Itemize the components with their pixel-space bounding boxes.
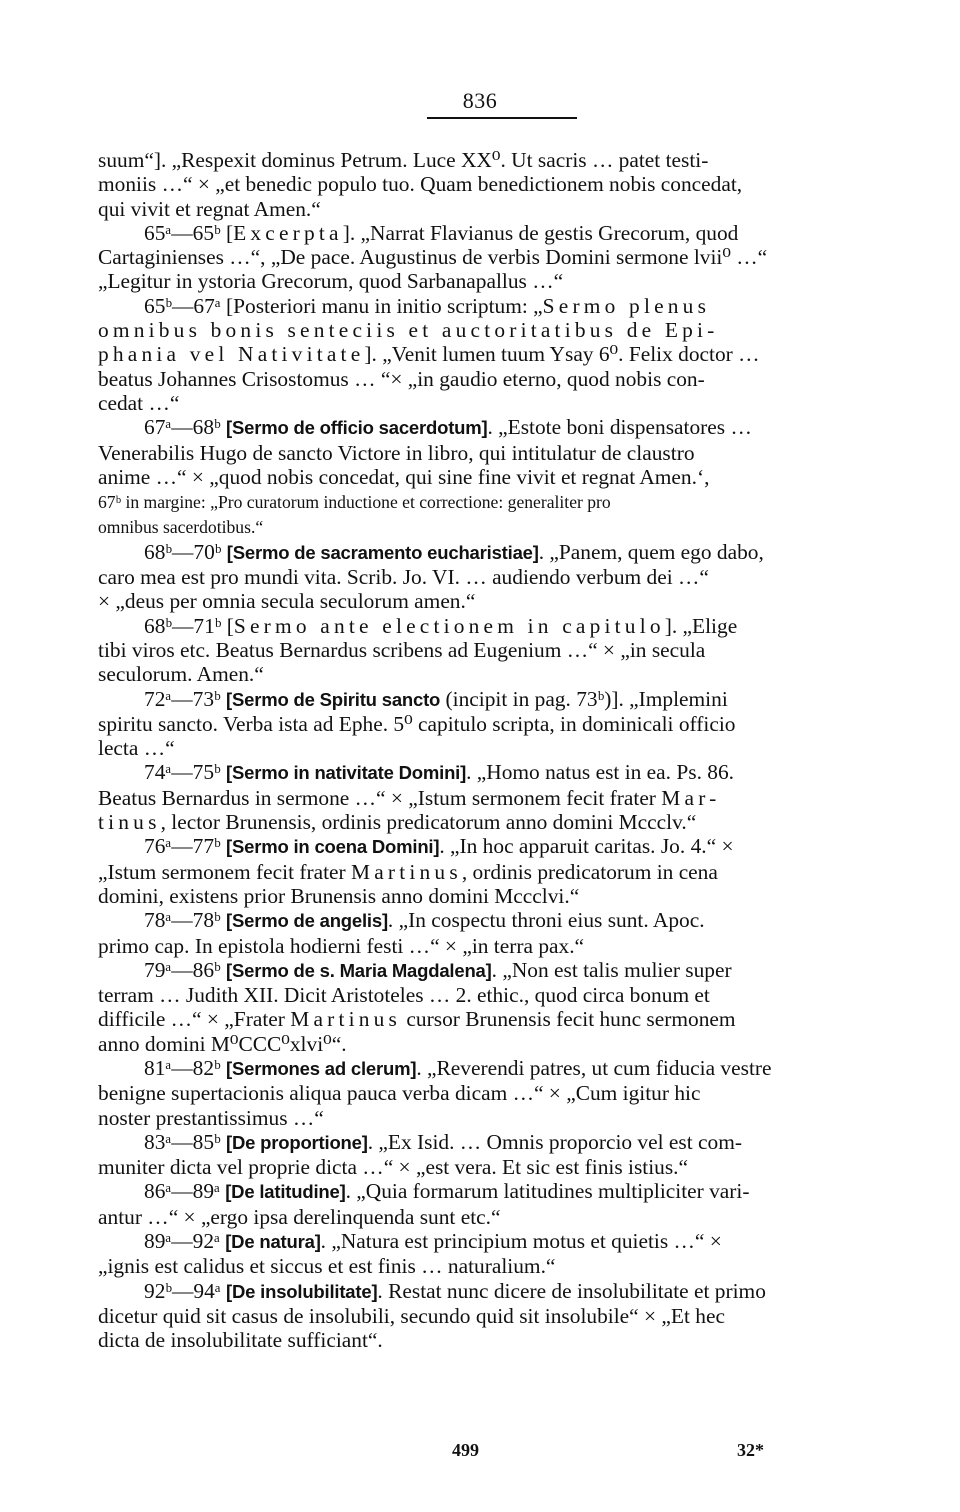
text-line: beatus Johannes Crisostomus … “× „in gaudio eterno, quod nobis con-: [98, 366, 705, 391]
spaced-name: Martinus: [351, 859, 462, 884]
text-line: ]. „Elige: [664, 613, 738, 638]
catalog-text: [98, 148, 873, 1353]
text-line: anno domini M⁰CCC⁰xlvi⁰“.: [98, 1031, 347, 1056]
entry-proportione: [98, 1130, 873, 1180]
text-line: spiritu sancto. Verba ista ad Ephe. 5⁰ capitulo scripta, in dominicali officio: [98, 711, 736, 736]
spaced-name: tinus: [98, 810, 161, 835]
text-line: muniter dicta vel proprie dicta …“ × „est vera. Et sic est finis istius.“: [98, 1155, 689, 1180]
text-line: benigne supertacionis aliqua pauca verba dicam …“ × „Cum igitur hic: [98, 1081, 701, 1106]
entry-title: [De latitudine]: [225, 1181, 346, 1203]
spaced-title: Sermo ante electionem in capitulo: [233, 613, 665, 638]
folio-ref: 65ᵃ—65ᵇ [: [144, 220, 234, 245]
folio-ref: 92ᵇ—94ᵃ: [144, 1278, 226, 1303]
text-line: , ordinis predicatorum in cena: [461, 859, 718, 884]
entry-title: [Sermo in coena Domini]: [226, 836, 440, 858]
entry-title: [Sermo de s. Maria Magdalena]: [226, 959, 492, 981]
text-line: ]. „Narrat Flavianus de gestis Grecorum, quod: [342, 220, 739, 245]
spaced-title: Excerpta: [233, 220, 343, 245]
folio-ref: 78ᵃ—78ᵇ: [144, 908, 226, 933]
text-line: moniis …“ × „et benedic populo tuo. Quam benedictionem nobis concedat,: [98, 172, 743, 197]
text-line: caro mea est pro mundi vita. Scrib. Jo. VI. … audiendo verbum dei …“: [98, 565, 709, 590]
folio-ref: 72ᵃ—73ᵇ: [144, 686, 226, 711]
text-line: cedat …“: [98, 390, 180, 415]
entry-title: [Sermo de angelis]: [226, 910, 388, 932]
text-line: anime …“ × „quod nobis concedat, qui sine fine vivit et regnat Amen.‘,: [98, 464, 710, 489]
entry-insolubilitate: [98, 1279, 873, 1353]
text-line: primo cap. In epistola hodierni festi …“ × „in terra pax.“: [98, 933, 585, 958]
text-line: domini, existens prior Brunensis anno domini Mccclvi.“: [98, 883, 580, 908]
entry-excerpta: [98, 221, 873, 294]
entry-title: [De natura]: [225, 1231, 321, 1253]
entry-eucharistiae: [98, 540, 873, 614]
folio-ref: 65ᵇ—67ᵃ [Posteriori manu in initio scriptum: „: [144, 293, 543, 318]
margin-note: omnibus sacerdotibus.“: [98, 517, 264, 538]
entry-angelis: [98, 908, 873, 958]
entry-ad-clerum: [98, 1056, 873, 1130]
text-line: seculorum. Amen.“: [98, 662, 264, 687]
text-line: . „Reverendi patres, ut cum fiducia vestre: [416, 1055, 772, 1080]
text-line: qui vivit et regnat Amen.“: [98, 196, 321, 221]
text-line: noster prestantissimus …“: [98, 1105, 324, 1130]
text-line: . „Panem, quem ego dabo,: [538, 539, 764, 564]
spaced-title: phania vel Nativitate: [98, 342, 365, 367]
entry-title: [Sermo in nativitate Domini]: [226, 762, 467, 784]
text-line: ]. „Venit lumen tuum Ysay 6⁰. Felix doctor …: [364, 342, 760, 367]
text-line: Venerabilis Hugo de sancto Victore in libro, qui intitulatur de claustro: [98, 440, 695, 465]
sheet-number: 499: [452, 1440, 479, 1460]
text-line: terram … Judith XII. Dicit Aristoteles … 2. ethic., quod circa bonum et: [98, 983, 710, 1008]
entry-spiritu-sancto: [98, 687, 873, 761]
entry-title: [Sermo de sacramento eucharistiae]: [226, 541, 539, 563]
text-line: lecta …“: [98, 736, 175, 761]
text-line: „Istum sermonem fecit frater: [98, 859, 352, 884]
spaced-name: Mar-: [661, 785, 721, 810]
entry-latitudine: [98, 1179, 873, 1229]
text-line: „ignis est calidus et siccus et est finis … naturalium.“: [98, 1254, 556, 1279]
folio-ref: 83ᵃ—85ᵇ: [144, 1129, 226, 1154]
folio-ref: 67ᵃ—68ᵇ: [144, 415, 226, 440]
signature-mark: 32*: [737, 1440, 764, 1460]
text-line: antur …“ × „ergo ipsa derelinquenda sunt etc.“: [98, 1204, 501, 1229]
entry-officio-sacerdotum: [98, 415, 873, 539]
text-line: . „In hoc apparuit caritas. Jo. 4.“ ×: [439, 834, 734, 859]
text-line: . „In cospectu throni eius sunt. Apoc.: [387, 908, 705, 933]
folio-ref: 86ᵃ—89ᵃ: [144, 1179, 226, 1204]
text-line: suum“]. „Respexit dominus Petrum. Luce XX⁰. Ut sacris … patet testi-: [98, 148, 709, 172]
entry-title: [Sermones ad clerum]: [226, 1057, 417, 1079]
text-line: Cartaginienses …“, „De pace. Augustinus de verbis Domini sermone lvii⁰ …“: [98, 245, 768, 270]
folio-ref: 89ᵃ—92ᵃ: [144, 1229, 226, 1254]
entry-sermo-plenus: [98, 294, 873, 415]
entry-electionem: [98, 614, 873, 687]
entry-title: [Sermo de Spiritu sancto: [226, 688, 441, 710]
text-line: (incipit in pag. 73ᵇ)]. „Implemini: [440, 686, 728, 711]
text-line: . „Estote boni dispensatores …: [487, 415, 752, 440]
text-line: . „Non est talis mulier super: [491, 957, 732, 982]
text-line: × „deus per omnia secula seculorum amen.“: [98, 589, 476, 614]
folio-ref: 68ᵇ—71ᵇ [: [144, 613, 234, 638]
folio-ref: 76ᵃ—77ᵇ: [144, 834, 226, 859]
text-line: cursor Brunensis fecit hunc sermonem: [401, 1007, 736, 1032]
text-line: . „Ex Isid. … Omnis proporcio vel est com-: [367, 1129, 742, 1154]
margin-note: 67ᵇ in margine: „Pro curatorum inductione et correctione: generaliter pro: [98, 492, 611, 513]
text-line: . Restat nunc dicere de insolubilitate et primo: [377, 1278, 766, 1303]
text-line: dicta de insolubilitate sufficiant“.: [98, 1328, 383, 1353]
entry-coena-domini: [98, 834, 873, 908]
text-line: „Legitur in ystoria Grecorum, quod Sarbanapallus …“: [98, 269, 564, 294]
text-line: dicetur quid sit casus de insolubili, secundo quid sit insolubile“ × „Et hec: [98, 1303, 725, 1328]
entry-title: [De insolubilitate]: [226, 1280, 378, 1302]
text-line: tibi viros etc. Beatus Bernardus scribens ad Eugenium …“ × „in secula: [98, 637, 706, 662]
entry-nativitate: [98, 760, 873, 834]
entry-magdalena: [98, 958, 873, 1056]
spaced-title: omnibus bonis senteciis et auctoritatibus de Epi-: [98, 318, 719, 343]
entry-title: [De proportione]: [226, 1131, 368, 1153]
spaced-title: Sermo plenus: [542, 293, 711, 318]
entry-natura: [98, 1229, 873, 1279]
text-line: difficile …“ × „Frater: [98, 1007, 291, 1032]
folio-ref: 81ᵃ—82ᵇ: [144, 1055, 226, 1080]
text-line: . „Natura est principium motus et quietis …“ ×: [320, 1229, 722, 1254]
header-rule: [427, 117, 577, 119]
text-line: . „Quia formarum latitudines multipliciter vari-: [345, 1179, 750, 1204]
entry-title: [Sermo de officio sacerdotum]: [226, 417, 488, 439]
text-line: Beatus Bernardus in sermone …“ × „Istum sermonem fecit frater: [98, 785, 662, 810]
text-line: , lector Brunensis, ordinis predicatorum anno domini Mccclv.“: [160, 810, 697, 835]
page-number: 836: [462, 88, 498, 113]
text-line: . „Homo natus est in ea. Ps. 86.: [466, 760, 735, 785]
spaced-name: Martinus: [290, 1007, 402, 1032]
folio-ref: 79ᵃ—86ᵇ: [144, 957, 226, 982]
folio-ref: 74ᵃ—75ᵇ: [144, 760, 226, 785]
folio-ref: 68ᵇ—70ᵇ: [144, 539, 227, 564]
paragraph: [98, 148, 873, 221]
